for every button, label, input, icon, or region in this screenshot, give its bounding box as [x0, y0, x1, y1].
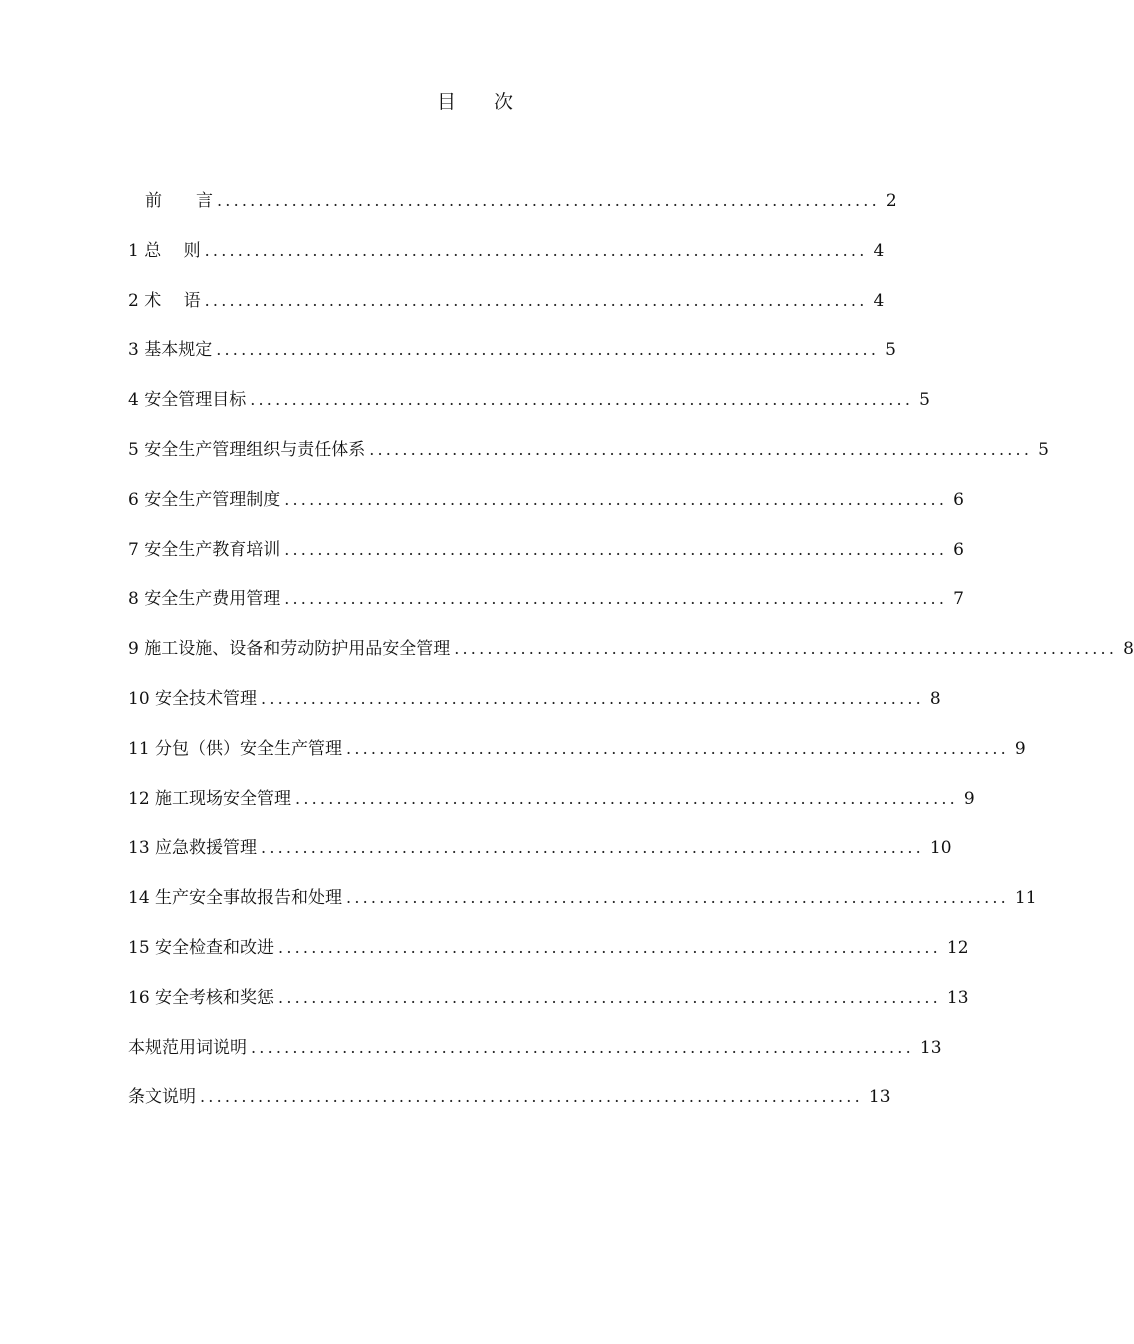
- toc-entry-page: 5: [919, 390, 930, 411]
- toc-entry[interactable]: [128, 585, 964, 635]
- toc-entry-page: 5: [1038, 439, 1049, 460]
- toc-entry-label: 4 安全管理目标: [128, 390, 247, 411]
- toc-entry-label: 5 安全生产管理组织与责任体系: [128, 439, 366, 460]
- toc-leader-dots: ................................................................................: [204, 290, 868, 310]
- toc-entry-label: 16 安全考核和奖惩: [128, 987, 275, 1008]
- toc-leader-dots: ................................................................................: [278, 937, 941, 957]
- toc-entry-page: 11: [1014, 888, 1037, 909]
- toc-entry[interactable]: [128, 237, 885, 287]
- toc-entry-page: 8: [929, 688, 941, 709]
- toc-entry-page: 13: [919, 1037, 942, 1058]
- toc-entry[interactable]: [128, 685, 941, 735]
- toc-entry-label: 6 安全生产管理制度: [128, 489, 281, 510]
- toc-leader-dots: ................................................................................: [284, 489, 948, 509]
- toc-entry-page: 2: [885, 191, 897, 211]
- toc-entry-label: 前 言: [128, 191, 213, 211]
- toc-entry[interactable]: [128, 1034, 942, 1084]
- toc-entry-label: 13 应急救援管理: [128, 838, 258, 859]
- toc-entry-label: 1 总 则: [128, 240, 201, 261]
- toc-entry-page: 13: [946, 987, 969, 1008]
- toc-entry-page: 8: [1123, 639, 1134, 660]
- toc-entry-page: 13: [868, 1087, 891, 1108]
- toc-entry[interactable]: [128, 984, 969, 1034]
- toc-entry-page: 4: [873, 240, 885, 261]
- toc-entry[interactable]: [128, 934, 969, 984]
- toc-leader-dots: ................................................................................: [216, 340, 880, 360]
- toc-entry-label: 12 施工现场安全管理: [128, 788, 292, 809]
- toc-leader-dots: ................................................................................: [295, 788, 958, 808]
- toc-leader-dots: ................................................................................: [250, 390, 914, 410]
- toc-entry[interactable]: [128, 386, 930, 436]
- toc-entry-label: 2 术 语: [128, 290, 201, 311]
- toc-entry[interactable]: [128, 1083, 891, 1133]
- toc-entry-page: 7: [953, 589, 964, 610]
- toc-entry[interactable]: [128, 884, 1037, 934]
- toc-entry-label: 7 安全生产教育培训: [128, 539, 281, 560]
- toc-leader-dots: ................................................................................: [204, 240, 868, 260]
- toc-leader-dots: ................................................................................: [200, 1087, 863, 1107]
- toc-entry[interactable]: [128, 536, 964, 586]
- toc-entry[interactable]: [128, 287, 885, 337]
- toc-entry[interactable]: [128, 635, 1134, 685]
- toc-entry[interactable]: [128, 785, 975, 835]
- toc-entry-label: 8 安全生产费用管理: [128, 589, 281, 610]
- toc-entry-label: 条文说明: [128, 1087, 196, 1108]
- page-title: 目 次: [436, 91, 513, 113]
- toc-entry-label: 14 生产安全事故报告和处理: [128, 888, 343, 909]
- toc-entry[interactable]: [128, 187, 897, 237]
- toc-leader-dots: ................................................................................: [284, 539, 948, 559]
- toc-entry-page: 9: [963, 788, 975, 809]
- toc-entry-label: 11 分包（供）安全生产管理: [128, 738, 343, 759]
- toc-leader-dots: ................................................................................: [454, 639, 1118, 659]
- toc-entry-page: 10: [929, 838, 952, 859]
- toc-entry-label: 10 安全技术管理: [128, 688, 258, 709]
- toc-entry-page: 12: [946, 937, 969, 958]
- table-of-contents: [128, 187, 1134, 1133]
- toc-entry[interactable]: [128, 486, 964, 536]
- toc-entry-page: 9: [1014, 738, 1026, 759]
- toc-entry-page: 6: [953, 539, 964, 560]
- toc-leader-dots: ................................................................................: [369, 439, 1033, 459]
- toc-entry[interactable]: [128, 735, 1026, 785]
- toc-entry[interactable]: [128, 336, 896, 386]
- toc-leader-dots: ................................................................................: [346, 888, 1009, 908]
- toc-leader-dots: ................................................................................: [278, 987, 941, 1007]
- toc-entry-label: 本规范用词说明: [128, 1037, 247, 1058]
- toc-entry[interactable]: [128, 436, 1049, 486]
- toc-entry-page: 5: [885, 340, 896, 361]
- toc-leader-dots: ................................................................................: [261, 838, 924, 858]
- toc-leader-dots: ................................................................................: [261, 688, 924, 708]
- toc-leader-dots: ................................................................................: [284, 589, 948, 609]
- toc-entry-label: 9 施工设施、设备和劳动防护用品安全管理: [128, 639, 451, 660]
- toc-entry-page: 6: [953, 489, 964, 510]
- toc-entry[interactable]: [128, 834, 952, 884]
- toc-leader-dots: ................................................................................: [346, 738, 1009, 758]
- toc-entry-page: 4: [873, 290, 885, 311]
- toc-leader-dots: ................................................................................: [217, 191, 880, 210]
- toc-entry-label: 15 安全检查和改进: [128, 937, 275, 958]
- toc-leader-dots: ................................................................................: [251, 1037, 914, 1057]
- toc-entry-label: 3 基本规定: [128, 340, 213, 361]
